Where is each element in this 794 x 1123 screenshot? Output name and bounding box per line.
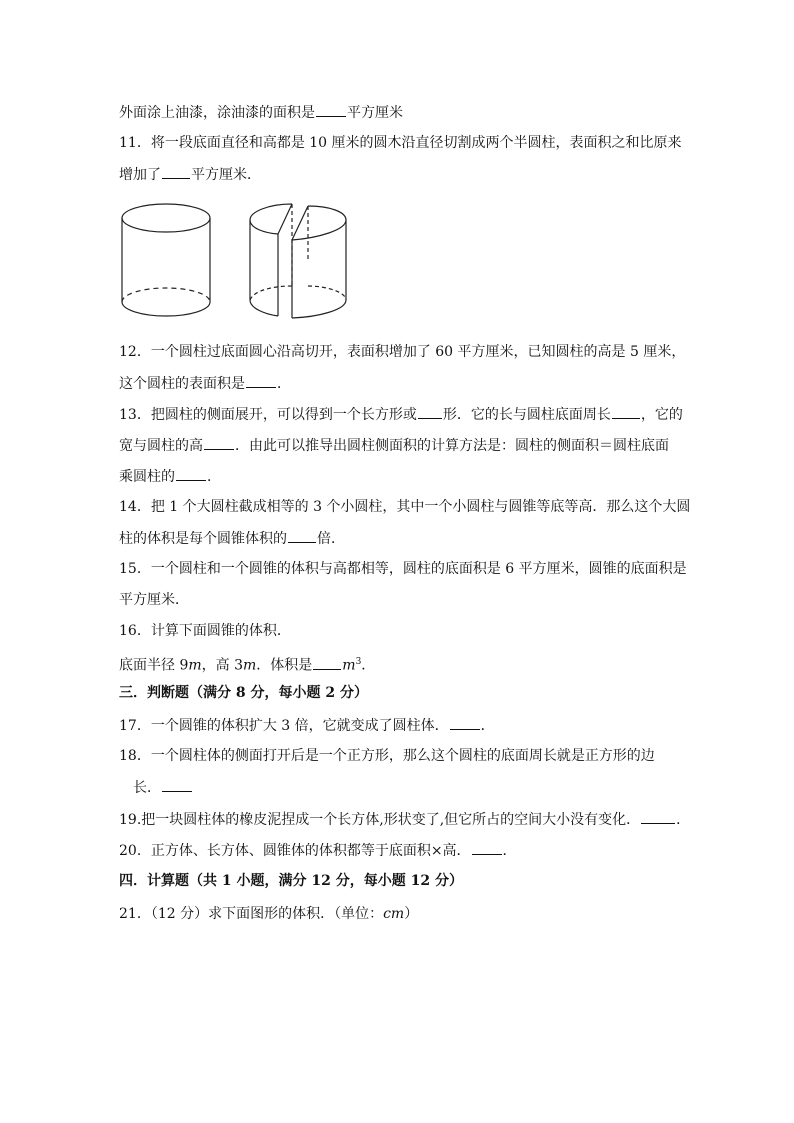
- q15-line2: 平方厘米．: [119, 592, 189, 608]
- q19: 19.把一块圆柱体的橡皮泥捏成一个长方体,形状变了,但它所占的空间大小没有变化． ．: [119, 809, 690, 830]
- answer-blank[interactable]: [288, 528, 316, 543]
- answer-blank[interactable]: [316, 102, 346, 117]
- q14-line1: 14．把 1 个大圆柱截成相等的 3 个小圆柱，其中一个小圆柱与圆锥等底等高．那么这个大圆: [119, 499, 691, 515]
- split-cylinder: [250, 204, 346, 318]
- answer-blank[interactable]: [641, 809, 675, 824]
- q14-line2: 柱的体积是每个圆锥体积的 倍．: [119, 528, 345, 549]
- q21: 21．（12 分）求下面图形的体积．（单位：cm）: [119, 906, 419, 922]
- q16-line2: 底面半径 9m，高 3m．体积是 $m^3$．: [119, 652, 375, 676]
- answer-blank[interactable]: [313, 655, 341, 670]
- answer-blank[interactable]: [472, 840, 502, 855]
- q15-line1: 15．一个圆柱和一个圆锥的体积与高都相等，圆柱的底面积是 6 平方厘米，圆锥的底面积是: [119, 561, 687, 577]
- q12-line1: 12．一个圆柱过底面圆心沿高切开，表面积增加了 60 平方厘米，已知圆柱的高是 5 厘米，: [119, 344, 686, 360]
- answer-blank[interactable]: [418, 404, 442, 419]
- q13-line3: 乘圆柱的 ．: [119, 466, 221, 487]
- q13-line2: 宽与圆柱的高 ．由此可以推导出圆柱侧面积的计算方法是：圆柱的侧面积＝圆柱底面: [119, 435, 669, 456]
- q18-line1: 18．一个圆柱体的侧面打开后是一个正方形，那么这个圆柱的底面周长就是正方形的边: [119, 748, 655, 764]
- answer-blank[interactable]: [246, 373, 276, 388]
- answer-blank[interactable]: [162, 777, 192, 792]
- q20: 20．正方体、长方体、圆锥体的体积都等于底面积×高． ．: [119, 840, 517, 861]
- answer-blank[interactable]: [204, 435, 234, 450]
- q17: 17．一个圆锥的体积扩大 3 倍，它就变成了圆柱体． ．: [119, 715, 495, 736]
- q11-line2: 增加了 平方厘米．: [119, 164, 261, 185]
- answer-blank[interactable]: [450, 715, 480, 730]
- section-4-heading: 四．计算题（共 1 小题，满分 12 分，每小题 12 分）: [119, 873, 463, 889]
- answer-blank[interactable]: [162, 164, 190, 179]
- answer-blank[interactable]: [612, 404, 640, 419]
- answer-blank[interactable]: [176, 466, 206, 481]
- whole-cylinder: [122, 204, 210, 316]
- section-3-heading: 三．判断题（满分 8 分，每小题 2 分）: [119, 685, 368, 701]
- cylinder-figure: [118, 200, 358, 325]
- q16-line1: 16．计算下面圆锥的体积．: [119, 623, 291, 639]
- q10-tail: 外面涂上油漆，涂油漆的面积是 平方厘米: [119, 102, 403, 123]
- q13-line1: 13．把圆柱的侧面展开，可以得到一个长方形或 形．它的长与圆柱底面周长 ，它的: [119, 404, 683, 425]
- q18-line2: 长．: [133, 777, 193, 798]
- q11-line1: 11．将一段底面直径和高都是 10 厘米的圆木沿直径切割成两个半圆柱，表面积之和比原来: [119, 135, 682, 151]
- q12-line2: 这个圆柱的表面积是 ．: [119, 373, 291, 394]
